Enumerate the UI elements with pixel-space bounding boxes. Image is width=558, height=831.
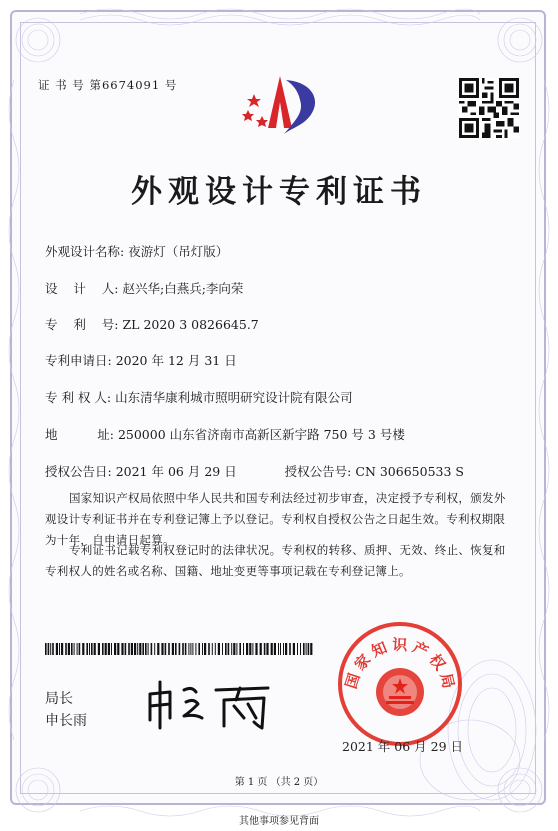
field-value: 赵兴华;白燕兵;李向荣 [122, 281, 244, 296]
statement-paragraph-2: 专利证书记载专利权登记时的法律状况。专利权的转移、质押、无效、终止、恢复和专利权人的姓名或名称、国籍、地址变更等事项记载在专利登记簿上。 [45, 543, 506, 578]
field-label: 外观设计名称: [45, 244, 125, 259]
statement-paragraph-1: 国家知识产权局依照中华人民共和国专利法经过初步审查，决定授予专利权，颁发外观设计专利证书并在专利登记簿上予以登记。专利权自授权公告之日起生效。专利权期限为十年，自申请日起算。 [45, 491, 506, 547]
address-row [45, 425, 405, 443]
seal-date: 2021 年 06 月 29 日 [342, 739, 463, 754]
certificate-number: 证 书 号 第6674091 号 [38, 78, 178, 92]
field-label: 专利申请日: [45, 353, 112, 368]
director-title: 局长 [45, 691, 73, 707]
field-value: 山东清华康利城市照明研究设计院有限公司 [115, 390, 353, 405]
grant-date-label: 授权公告日: [45, 464, 112, 479]
director-signature [140, 676, 280, 732]
patentee-row [45, 388, 353, 406]
field-label: 设 计 人: [45, 281, 119, 296]
national-emblem-icon [336, 620, 464, 748]
field-label: 专 利 号: [45, 317, 119, 332]
grant-number-value: CN 306650533 S [355, 464, 464, 479]
grant-row [45, 462, 464, 480]
back-note: 其他事项参见背面 [239, 816, 319, 827]
design-name-row [45, 242, 228, 260]
field-label: 专 利 权 人: [45, 390, 112, 405]
barcode-icon [45, 643, 315, 655]
grant-date-value: 2021 年 06 月 29 日 [115, 464, 237, 479]
field-value: 2020 年 12 月 31 日 [115, 353, 237, 368]
designer-row [45, 279, 243, 297]
field-value: 夜游灯（吊灯版） [128, 244, 229, 259]
field-value: 250000 山东省济南市高新区新宇路 750 号 3 号楼 [117, 427, 405, 442]
patent-number-row [45, 315, 259, 333]
director-name: 申长雨 [45, 713, 87, 729]
field-value: ZL 2020 3 0826645.7 [122, 317, 259, 332]
application-date-row [45, 351, 237, 369]
seal-text: 国家知识产权局 [341, 635, 459, 695]
document-title: 外观设计专利证书 [131, 174, 427, 210]
field-label: 地 址: [45, 427, 114, 442]
patent-office-emblem-icon [240, 72, 326, 144]
page-indicator: 第 1 页 （共 2 页） [234, 777, 324, 788]
grant-number-label: 授权公告号: [284, 464, 352, 479]
qr-code-icon [459, 78, 519, 138]
